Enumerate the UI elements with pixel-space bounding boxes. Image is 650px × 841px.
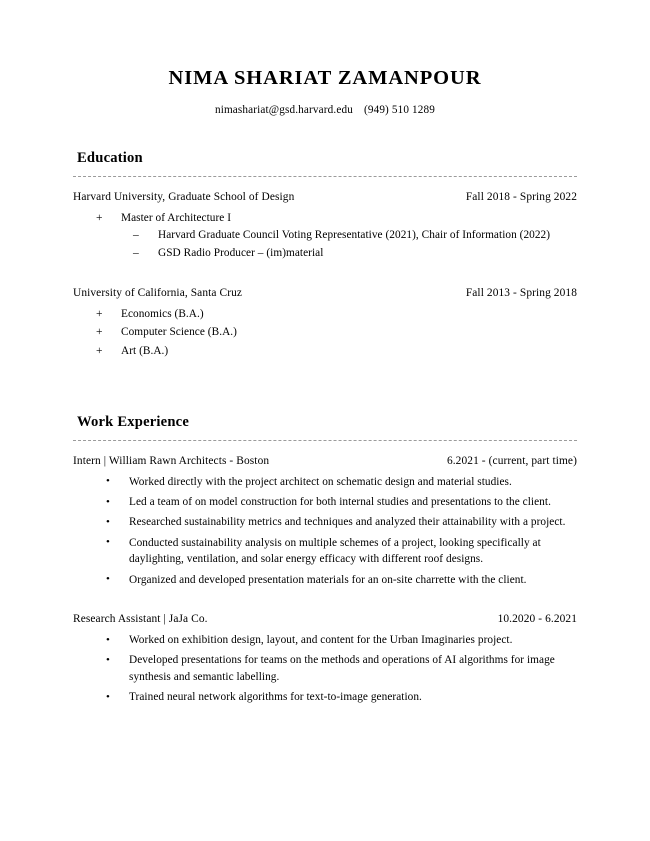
list-item-text: Researched sustainability metrics and techniques and analyzed their attainability with a project. xyxy=(129,516,566,529)
bullet-list xyxy=(73,306,577,360)
list-item xyxy=(73,306,577,323)
sub-list-item-text: GSD Radio Producer – (im)material xyxy=(158,247,324,260)
list-item xyxy=(73,324,577,341)
section-divider xyxy=(73,440,577,441)
list-item-text: Art (B.A.) xyxy=(121,345,169,358)
list-item xyxy=(73,210,577,262)
list-item xyxy=(73,474,577,491)
plus-bullet-icon: + xyxy=(96,307,103,320)
entry-date-range: 6.2021 - (current, part time) xyxy=(446,454,577,467)
entry-header xyxy=(73,287,577,299)
sub-list-item-text: Harvard Graduate Council Voting Representative (2021), Chair of Information (2022) xyxy=(158,229,551,242)
section-education xyxy=(73,150,577,360)
resume-entry xyxy=(73,613,577,706)
dot-bullet-icon: • xyxy=(106,573,110,585)
bullet-list xyxy=(73,474,577,588)
phone-text: (949) 510 1289 xyxy=(363,103,436,116)
list-item xyxy=(73,689,577,706)
list-item-text: Developed presentations for teams on the methods and operations of AI algorithms for image synthesis and semantic labelling. xyxy=(129,654,555,684)
contact-line xyxy=(73,104,577,116)
list-item xyxy=(73,535,577,568)
list-item xyxy=(73,632,577,649)
list-item-text: Conducted sustainability analysis on multiple schemes of a project, looking specifically at daylighting, ventilation, and solar energy efficacy with different roof designs. xyxy=(129,536,541,566)
list-item-text: Trained neural network algorithms for text-to-image generation. xyxy=(129,691,422,704)
entry-organization: Research Assistant | JaJa Co. xyxy=(73,613,208,626)
resume-body xyxy=(73,150,577,707)
plus-bullet-icon: + xyxy=(96,326,103,339)
page-title: NIMA SHARIAT ZAMANPOUR xyxy=(168,67,482,89)
sub-list-item xyxy=(121,227,577,244)
resume-header xyxy=(73,0,577,116)
list-item-text: Worked directly with the project architect on schematic design and material studies. xyxy=(129,475,512,488)
entry-header xyxy=(73,613,577,625)
entry-header xyxy=(73,191,577,203)
section-heading: Education xyxy=(77,149,143,166)
section-work-experience xyxy=(73,414,577,706)
dot-bullet-icon: • xyxy=(106,515,110,528)
dash-bullet-icon: – xyxy=(133,228,139,241)
plus-bullet-icon: + xyxy=(96,211,103,224)
list-item-text: Master of Architecture I xyxy=(121,211,232,224)
dot-bullet-icon: • xyxy=(106,653,110,666)
dot-bullet-icon: • xyxy=(106,690,110,703)
email-text: nimashariat@gsd.harvard.edu xyxy=(214,103,353,116)
list-item-text: Organized and developed presentation materials for an on-site charrette with the client. xyxy=(129,573,527,586)
entry-date-range: Fall 2013 - Spring 2018 xyxy=(465,286,577,299)
resume-entry xyxy=(73,191,577,262)
list-item-text: Led a team of on model construction for both internal studies and presentations to the client. xyxy=(129,496,551,509)
dot-bullet-icon: • xyxy=(106,495,110,508)
entry-organization: University of California, Santa Cruz xyxy=(73,286,243,299)
sub-list-item xyxy=(121,245,577,262)
list-item xyxy=(73,514,577,531)
dot-bullet-icon: • xyxy=(106,633,110,646)
list-item xyxy=(73,652,577,685)
section-divider xyxy=(73,176,577,177)
list-item xyxy=(73,494,577,511)
sub-bullet-list xyxy=(121,227,577,261)
dot-bullet-icon: • xyxy=(106,475,110,488)
list-item-text: Economics (B.A.) xyxy=(121,307,204,320)
section-heading: Work Experience xyxy=(77,413,190,430)
list-item-text: Worked on exhibition design, layout, and content for the Urban Imaginaries project. xyxy=(129,634,513,647)
entry-organization: Intern | William Rawn Architects - Boston xyxy=(73,454,270,467)
resume-entry xyxy=(73,455,577,588)
entry-date-range: 10.2020 - 6.2021 xyxy=(497,613,577,626)
plus-bullet-icon: + xyxy=(96,345,103,358)
dash-bullet-icon: – xyxy=(133,246,139,259)
resume-entry xyxy=(73,287,577,360)
list-item-text: Computer Science (B.A.) xyxy=(121,326,237,339)
list-item xyxy=(73,343,577,360)
entry-organization: Harvard University, Graduate School of Design xyxy=(73,190,295,203)
entry-header xyxy=(73,455,577,467)
list-item xyxy=(73,572,577,589)
bullet-list xyxy=(73,210,577,262)
entry-date-range: Fall 2018 - Spring 2022 xyxy=(465,190,577,203)
bullet-list xyxy=(73,632,577,706)
dot-bullet-icon: • xyxy=(106,536,110,549)
